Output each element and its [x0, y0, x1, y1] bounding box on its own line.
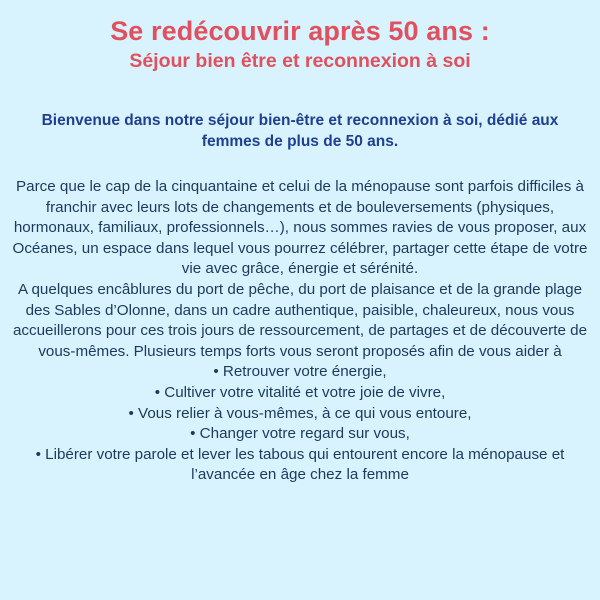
paragraph: Parce que le cap de la cinquantaine et celui de la ménopause sont parfois difficiles à franchir avec leurs lots de changements et de bouleversements (physiques, hormonaux, familiaux, professionnels…), nous sommes ravies de vous proposer, aux Océanes, un espace dans lequel vous pourrez célébrer, partager cette étape de votre vie avec grâce, énergie et sérénité. [12, 178, 588, 278]
bullet-item: • Changer votre regard sur vous, [190, 425, 410, 443]
body-text [0, 177, 600, 362]
page-title: Se redécouvrir après 50 ans : [110, 16, 490, 46]
bullet-list [0, 362, 600, 486]
bullet-item: • Vous relier à vous-mêmes, à ce qui vous entoure, [128, 404, 472, 422]
bullet-item: • Cultiver votre vitalité et votre joie de vivre, [154, 383, 446, 401]
intro-text: Bienvenue dans notre séjour bien-être et reconnexion à soi, dédié aux femmes de plus de 50 ans. [41, 112, 559, 150]
paragraph: A quelques encâblures du port de pêche, du port de plaisance et de la grande plage des Sables d’Olonne, dans un cadre authentique, paisible, chaleureux, nous vous accueillerons pour ces trois jours de ressourcement, de partages et de découverte de vous-mêmes. Plusieurs temps forts vous seront proposés afin de vous aider à [12, 280, 588, 360]
bullet-item: • Retrouver votre énergie, [213, 363, 387, 381]
bullet-item: • Libérer votre parole et lever les tabous qui entourent encore la ménopause et l’avancée en âge chez la femme [35, 445, 565, 484]
page-subtitle: Séjour bien être et reconnexion à soi [129, 50, 471, 72]
